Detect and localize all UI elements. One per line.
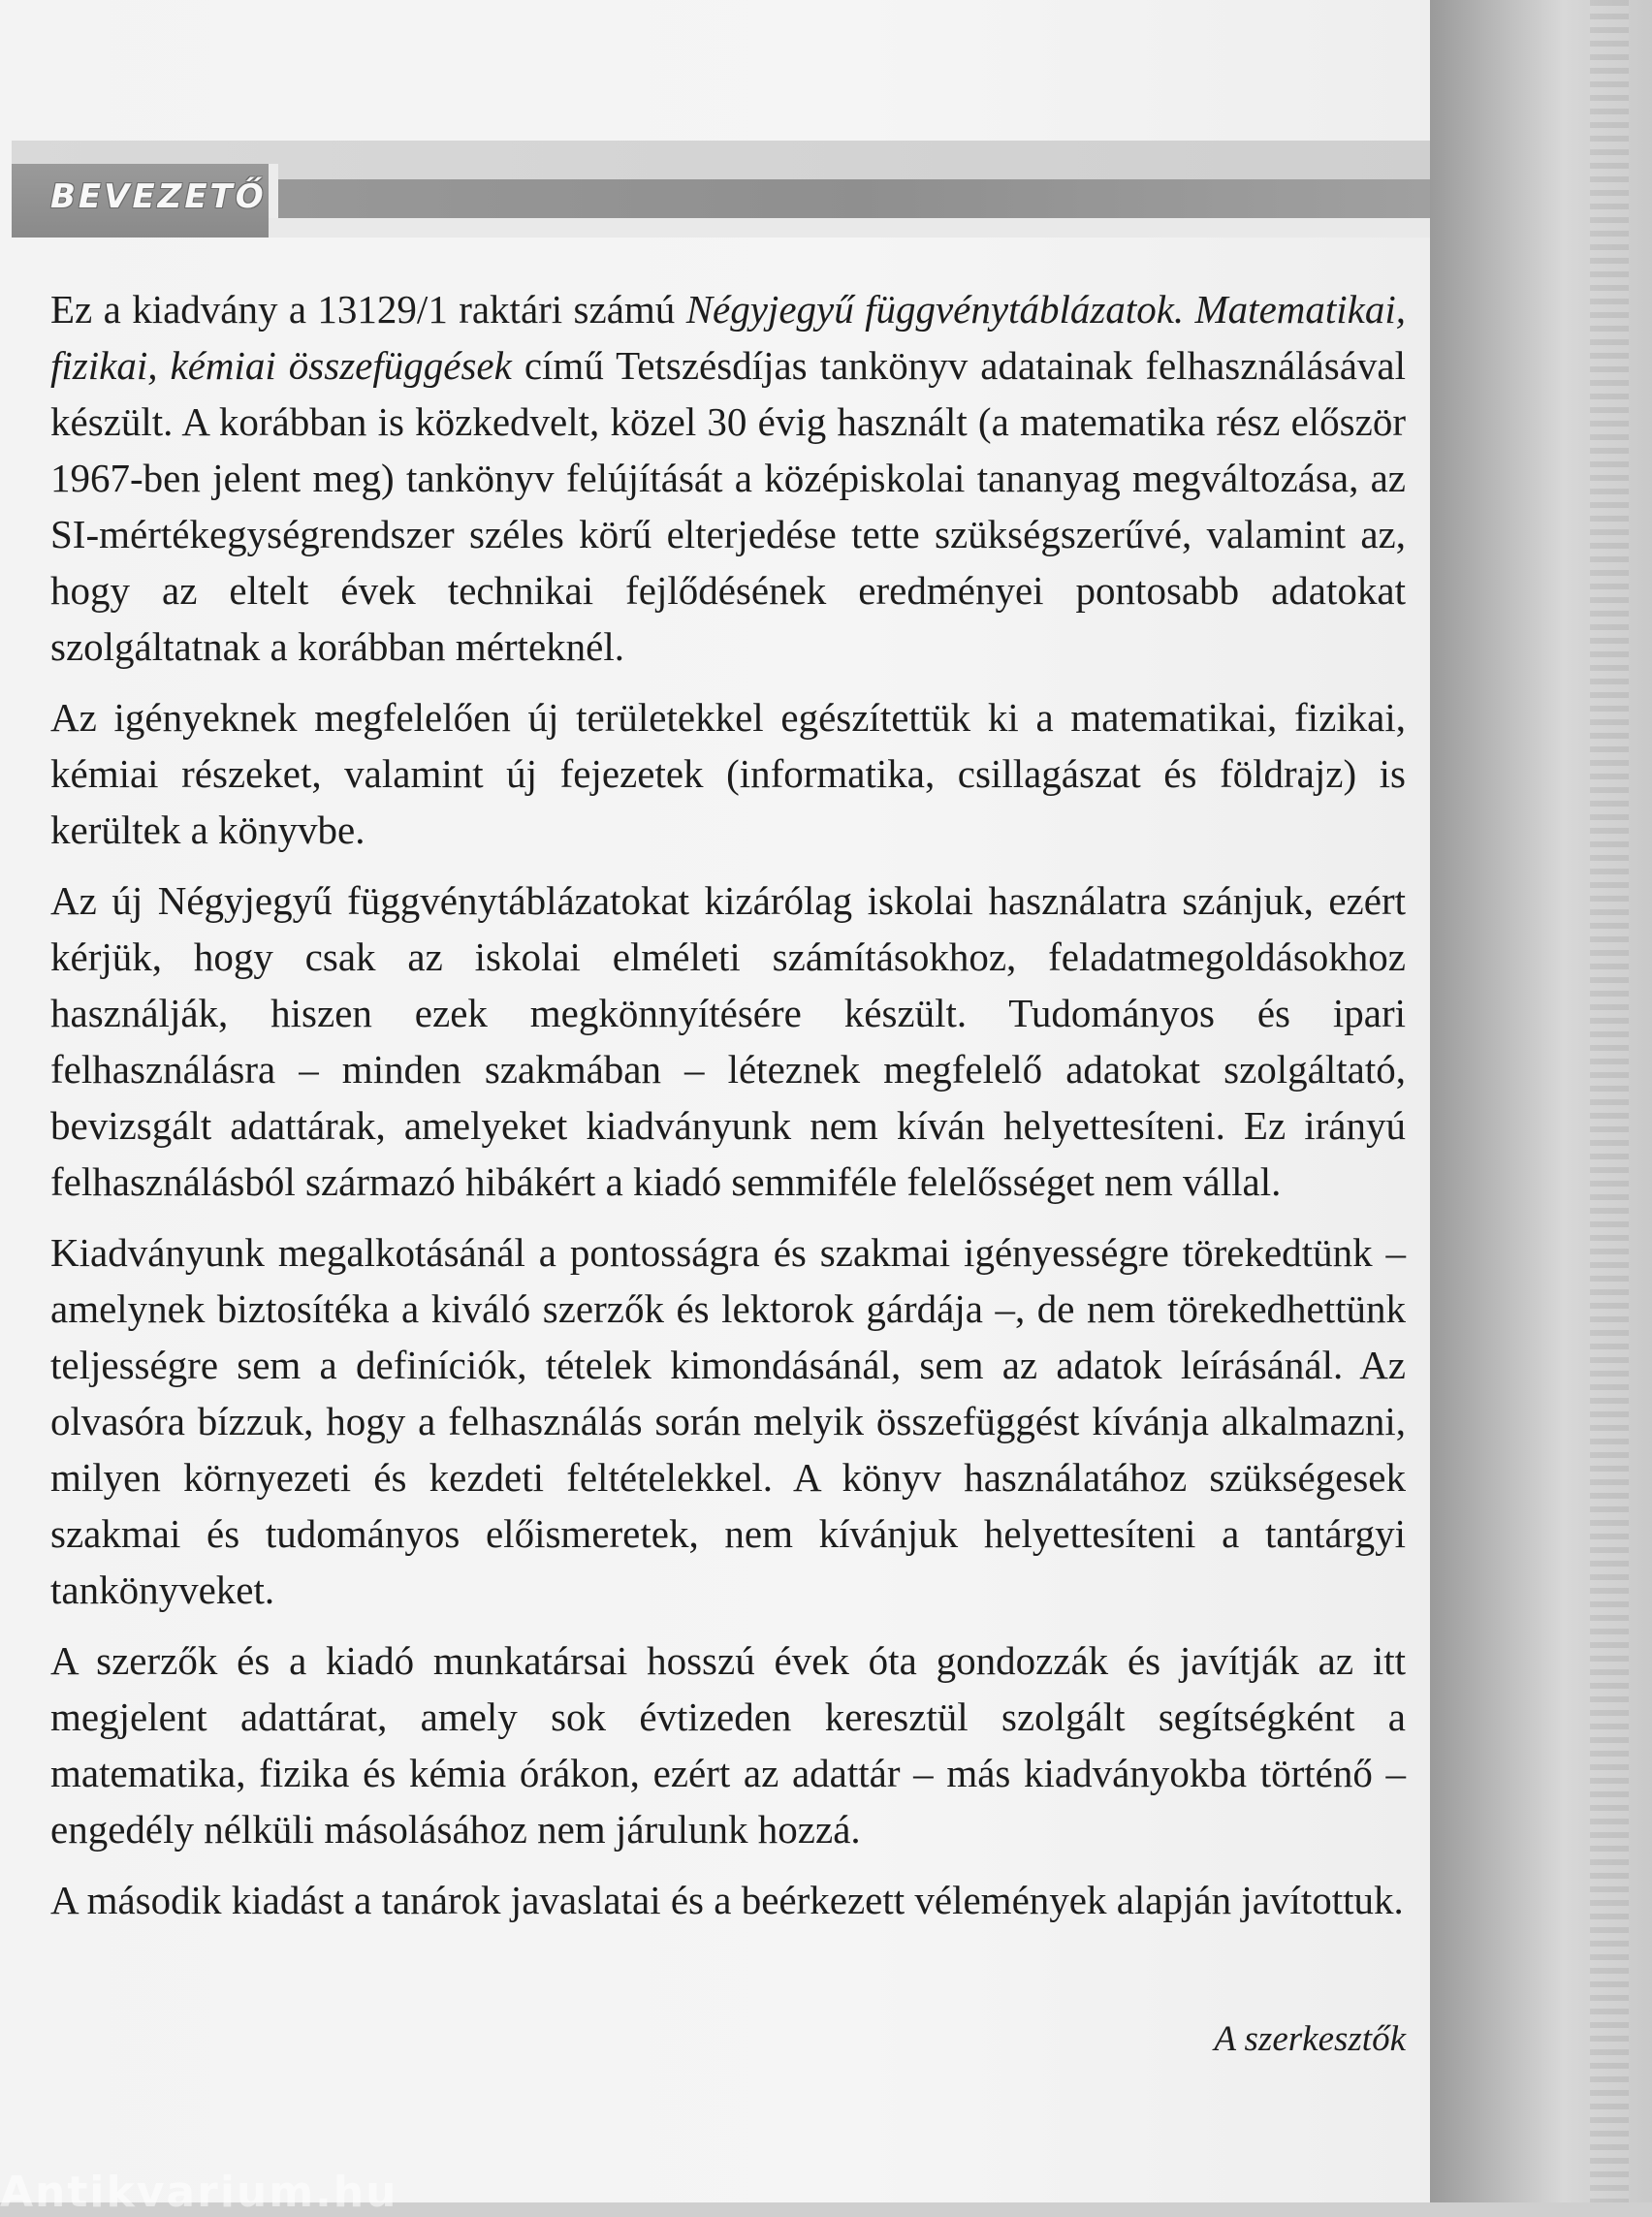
watermark: Antikvarium.hu xyxy=(0,2168,398,2217)
paragraph-5: A szerzők és a kiadó munkatársai hosszú évek óta gondozzák és javítják az itt megjelent adattárat, amely sok évtizeden keresztül szolgált segítségként a matematika, fizika és kémia órákon, ezért az adattár – más kiadványokba történő – engedély nélküli másolásához nem járulunk hozzá. xyxy=(50,1638,1406,1852)
signature: A szerkesztők xyxy=(1214,2019,1406,2059)
paragraph-1-end: című Tetszésdíjas tankönyv adatainak felhasználásával készült. A korábban is közkedvelt, közel 30 évig használt (a matematika rész először 1967-ben jelent meg) tankönyv felújítását a középiskolai tananyag megváltozása, az SI-mértékegységrendszer széles körű elterjedése tette szükségszerűvé, valamint az, hogy az eltelt évek technikai fejlődésének eredményei pontosabb adatokat szolgáltatnak a korábban mérteknél. xyxy=(50,343,1406,669)
paragraph-1 xyxy=(50,281,1406,675)
paragraph-2: Az igényeknek megfelelően új területekkel egészítettük ki a matematikai, fizikai, kémiai részeket, valamint új fejezetek (informatika, csillagászat és földrajz) is kerültek a könyvbe. xyxy=(50,695,1406,852)
paragraph-6: A második kiadást a tanárok javaslatai és a beérkezett vélemények alapján javítottuk. xyxy=(50,1878,1404,1922)
section-title: BEVEZETŐ xyxy=(50,177,267,216)
section-header xyxy=(12,141,1430,238)
body-text xyxy=(50,281,1406,1943)
book-spine xyxy=(1430,0,1652,2202)
book-title-italic: Négyjegyű függvénytáblázatok. Matematikai, fizikai, kémiai összefüggések xyxy=(50,287,1407,388)
paragraph-1-start: Ez a kiadvány a 13129/1 raktári számú xyxy=(50,287,686,332)
paragraph-3: Az új Négyjegyű függvénytáblázatokat kizárólag iskolai használatra szánjuk, ezért kérjük, hogy csak az iskolai elméleti számításokhoz, feladatmegoldásokhoz használják, hiszen ezek megkönnyítésére készült. Tudományos és ipari felhasználásra – minden szakmában – léteznek megfelelő adatokat szolgáltató, bevizsgált adattárak, amelyeket kiadványunk nem kíván helyettesíteni. Ez irányú felhasználásból származó hibákért a kiadó semmiféle felelősséget nem vállal. xyxy=(50,878,1406,1204)
paragraph-4: Kiadványunk megalkotásánál a pontosságra és szakmai igényességre törekedtünk – amelynek biztosítéka a kiváló szerzők és lektorok gárdája –, de nem törekedhettünk teljességre sem a definíciók, tételek kimondásánál, sem az adatok leírásánál. Az olvasóra bízzuk, hogy a felhasználás során melyik összefüggést kívánja alkalmazni, milyen környezeti és kezdeti feltételekkel. A könyv használatához szükségesek szakmai és tudományos előismeretek, nem kívánjuk helyettesíteni a tantárgyi tankönyveket. xyxy=(50,1230,1406,1612)
header-underline xyxy=(269,218,1430,238)
